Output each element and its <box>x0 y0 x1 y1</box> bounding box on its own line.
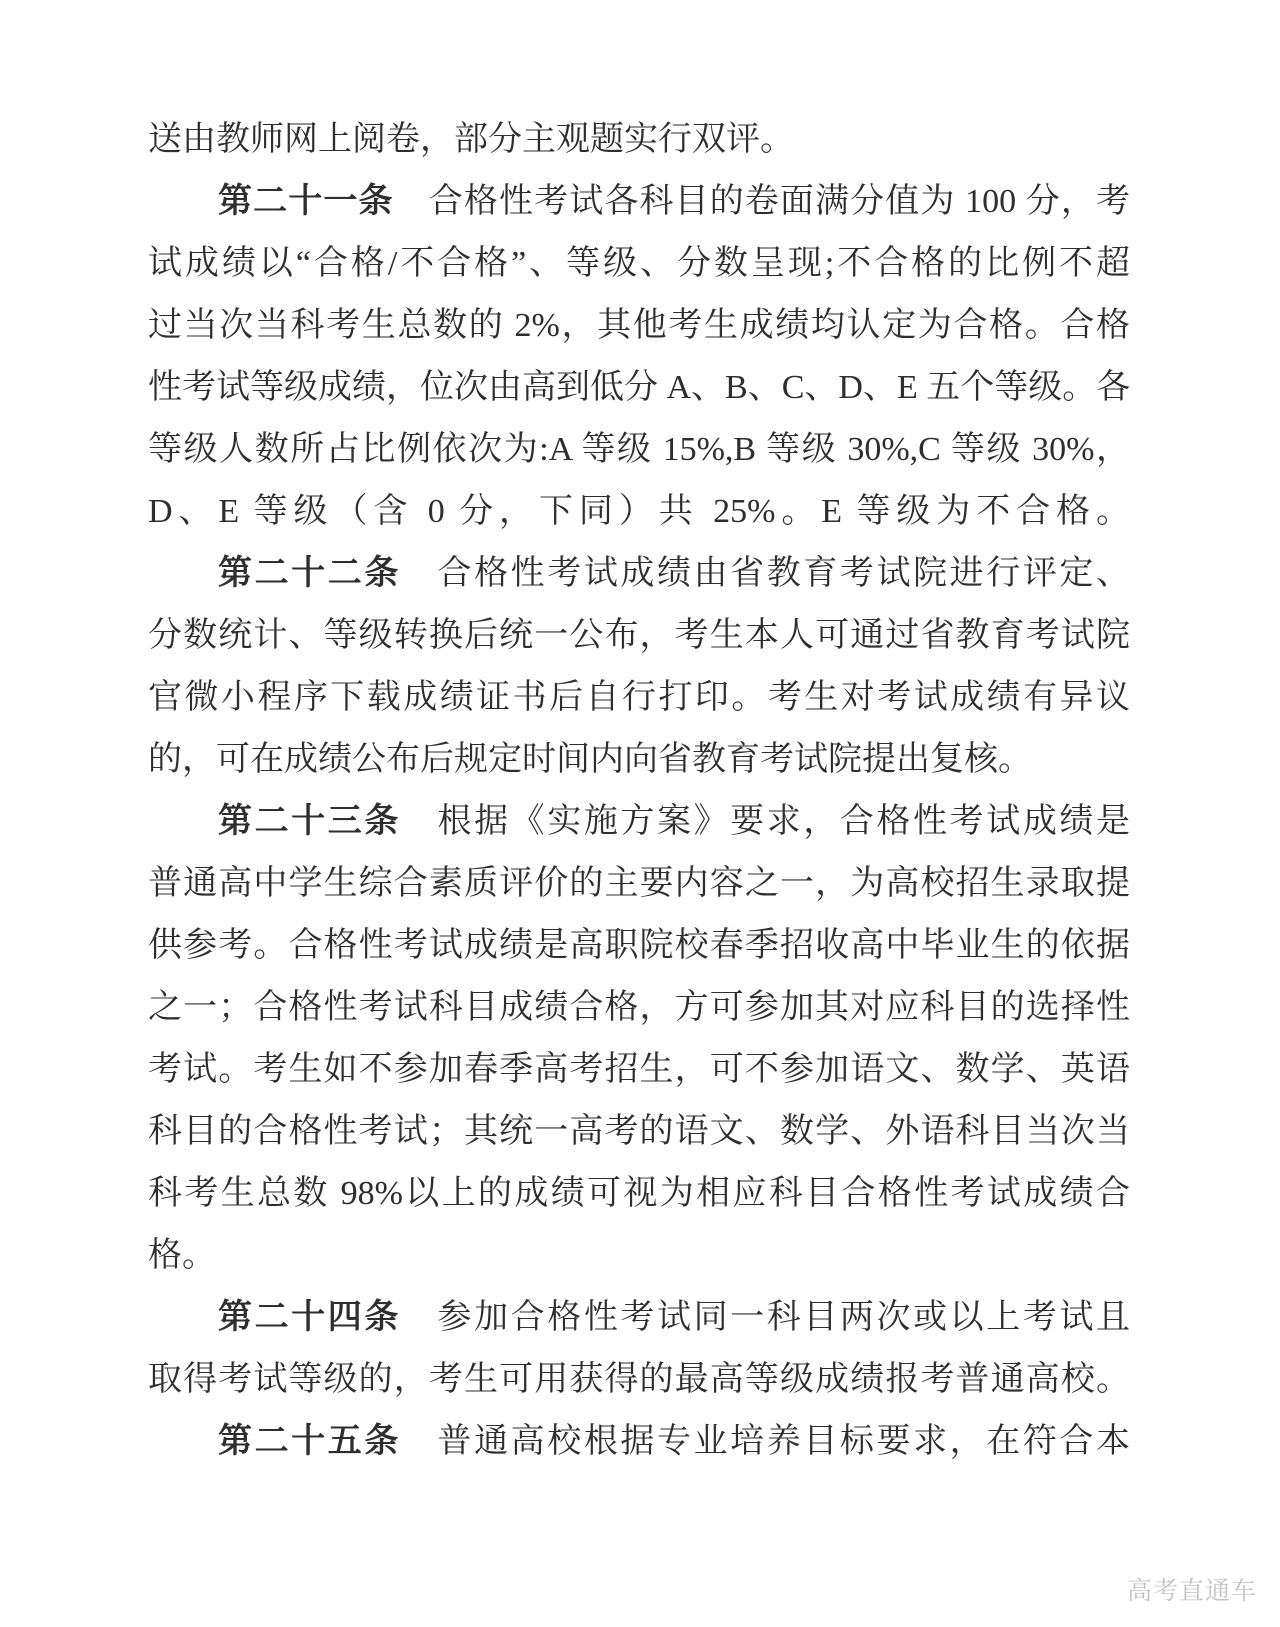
line-text: 参加合格性考试同一科目两次或以上考试且 <box>400 1299 1131 1336</box>
line-text: 供参考。合格性考试成绩是高职院校春季招收高中毕业生的依据 <box>148 927 1130 964</box>
line-text: 的，可在成绩公布后规定时间内向省教育考试院提出复核。 <box>148 741 1032 778</box>
text-line <box>148 171 1130 233</box>
article-number: 第二十一条 <box>218 183 394 220</box>
text-line <box>148 109 1130 171</box>
article-number: 第二十四条 <box>218 1299 401 1336</box>
text-line <box>148 1411 1130 1473</box>
line-text: 考试。考生如不参加春季高考招生，可不参加语文、数学、英语 <box>148 1051 1130 1088</box>
line-text: 根据《实施方案》要求，合格性考试成绩是 <box>400 803 1131 840</box>
line-text: 送由教师网上阅卷，部分主观题实行双评。 <box>148 121 794 158</box>
text-line <box>148 1163 1130 1225</box>
text-line <box>148 1101 1130 1163</box>
text-line <box>148 357 1130 419</box>
line-text: 普通高校根据专业培养目标要求，在符合本 <box>400 1423 1131 1460</box>
text-line <box>148 791 1130 853</box>
text-line <box>148 543 1130 605</box>
text-line <box>148 1225 1130 1287</box>
text-line <box>148 915 1130 977</box>
article-number: 第二十二条 <box>218 555 401 592</box>
article-number: 第二十三条 <box>218 803 401 840</box>
line-text: 普通高中学生综合素质评价的主要内容之一，为高校招生录取提 <box>148 865 1130 902</box>
line-text: 取得考试等级的，考生可用获得的最高等级成绩报考普通高校。 <box>148 1361 1130 1398</box>
line-text: 之一；合格性考试科目成绩合格，方可参加其对应科目的选择性 <box>148 989 1130 1026</box>
text-line <box>148 419 1130 481</box>
line-text: 科考生总数 98%以上的成绩可视为相应科目合格性考试成绩合 <box>148 1175 1130 1212</box>
line-text: 合格性考试各科目的卷面满分值为 100 分，考 <box>393 183 1131 220</box>
article-number: 第二十五条 <box>218 1423 401 1460</box>
text-line <box>148 977 1130 1039</box>
text-line <box>148 667 1130 729</box>
text-line <box>148 295 1130 357</box>
line-text: 科目的合格性考试；其统一高考的语文、数学、外语科目当次当 <box>148 1113 1130 1150</box>
text-line <box>148 853 1130 915</box>
line-text: 等级人数所占比例依次为:A 等级 15%,B 等级 30%,C 等级 30%， <box>148 431 1130 468</box>
text-line <box>148 481 1130 543</box>
text-line <box>148 729 1130 791</box>
text-line <box>148 605 1130 667</box>
line-text: D、E 等级（含 0 分，下同）共 25%。E 等级为不合格。 <box>148 493 1130 530</box>
line-text: 格。 <box>148 1237 216 1274</box>
line-text: 性考试等级成绩，位次由高到低分 A、B、C、D、E 五个等级。各 <box>148 369 1131 406</box>
text-line <box>148 1287 1130 1349</box>
page-watermark: 高考直通车 <box>1126 1577 1257 1605</box>
line-text: 过当次当科考生总数的 2%，其他考生成绩均认定为合格。合格 <box>148 307 1130 344</box>
line-text: 合格性考试成绩由省教育考试院进行评定、 <box>400 555 1131 592</box>
text-line <box>148 1349 1130 1411</box>
line-text: 分数统计、等级转换后统一公布，考生本人可通过省教育考试院 <box>148 617 1130 654</box>
text-line <box>148 233 1130 295</box>
text-line <box>148 1039 1130 1101</box>
line-text: 官微小程序下载成绩证书后自行打印。考生对考试成绩有异议 <box>148 679 1130 716</box>
line-text: 试成绩以“合格/不合格”、等级、分数呈现;不合格的比例不超 <box>148 245 1130 282</box>
